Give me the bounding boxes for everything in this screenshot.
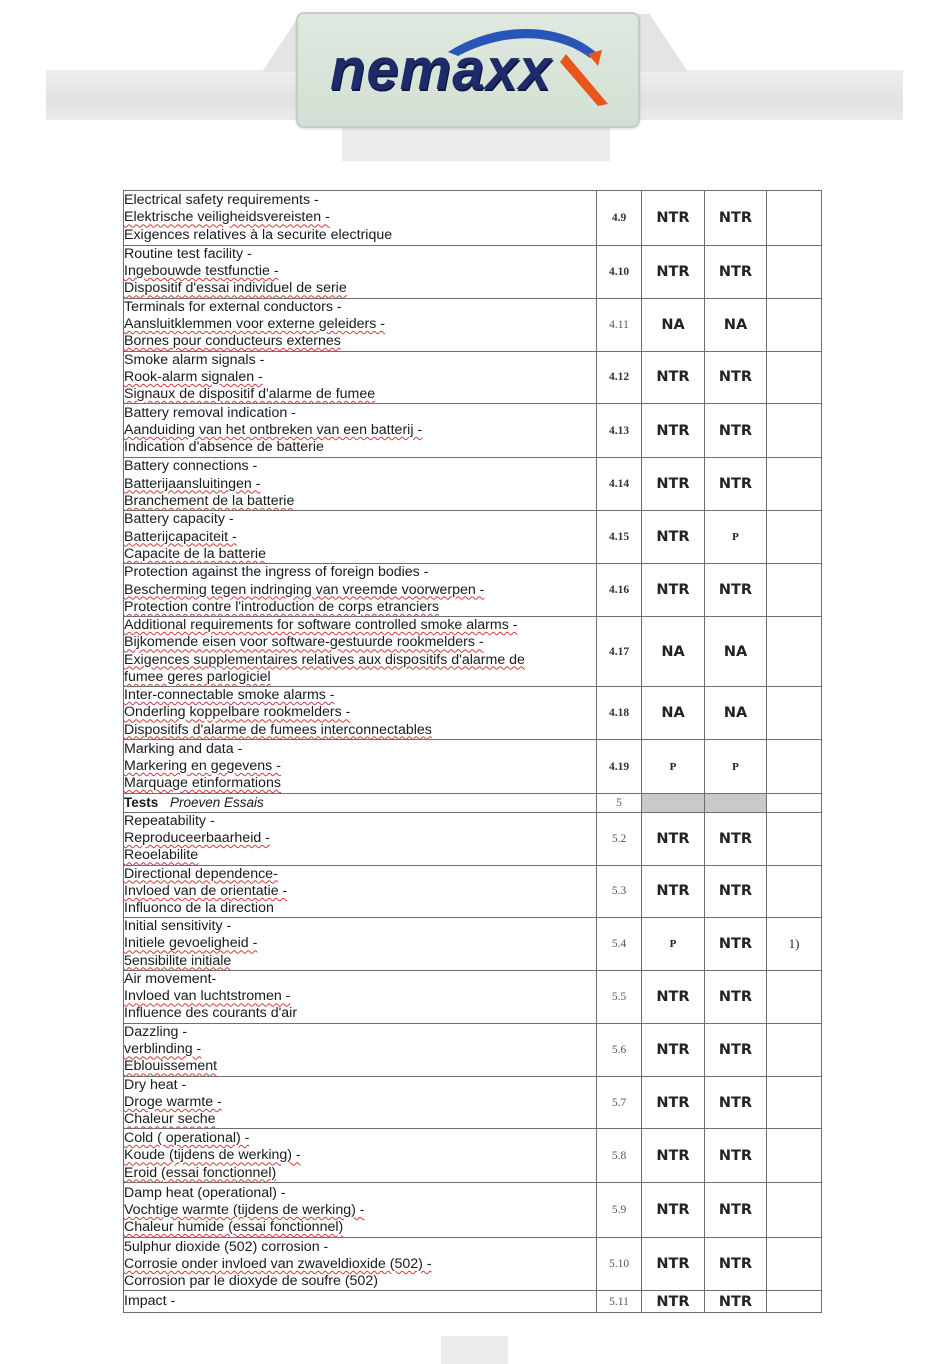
table-row — [124, 740, 822, 794]
table-row — [124, 918, 822, 971]
table-row — [124, 687, 822, 740]
description-cell — [124, 865, 597, 918]
result-cell-1: P — [642, 740, 705, 794]
description-line: Air movement- — [124, 971, 217, 988]
description-line: 5ensibilite initiale — [124, 952, 232, 969]
description-line: Rook-alarm signalen - — [124, 368, 263, 385]
description-line: Invloed van luchtstromen - — [124, 988, 291, 1005]
result-cell-1: NTR — [642, 511, 705, 564]
table-row — [124, 1238, 822, 1291]
description-line: Aanduiding van het ontbreken van een batterij - — [124, 422, 423, 439]
table-row — [124, 1129, 822, 1183]
result-cell-2: NTR — [705, 813, 767, 866]
result-cell-2: NTR — [705, 1291, 767, 1313]
result-cell-2: NTR — [705, 1238, 767, 1291]
result-cell-1: NTR — [642, 1291, 705, 1313]
result-cell-1: NTR — [642, 458, 705, 511]
clause-cell: 5.7 — [597, 1076, 642, 1129]
description-line: Bescherming tegen indringing van vreemde voorwerpen - — [124, 581, 485, 598]
description-line: Exigences relatives à la securite electrique — [124, 226, 393, 243]
result-cell-1: NA — [642, 617, 705, 687]
clause-cell: 5.8 — [597, 1129, 642, 1183]
description-line: Batterijaansluitingen - — [124, 475, 261, 492]
description-line: Cold ( operational) - — [124, 1130, 250, 1147]
clause-cell: 5.6 — [597, 1023, 642, 1076]
remark-cell — [767, 246, 822, 299]
remark-cell — [767, 1291, 822, 1313]
description-cell — [124, 813, 597, 866]
table-row — [124, 1291, 822, 1313]
table-row — [124, 813, 822, 866]
table-row — [124, 617, 822, 687]
description-line: Dazzling - — [124, 1024, 188, 1041]
result-cell-2: NA — [705, 617, 767, 687]
description-cell — [124, 564, 597, 617]
table-row — [124, 458, 822, 511]
result-cell-2: NTR — [705, 458, 767, 511]
description-line: Protection contre l'introduction de corps etranciers — [124, 598, 439, 615]
remark-cell — [767, 970, 822, 1023]
result-cell-1: NTR — [642, 351, 705, 404]
clause-cell: 4.12 — [597, 351, 642, 404]
result-cell-1: NTR — [642, 1076, 705, 1129]
section-subtitle: Proeven Essais — [166, 795, 264, 811]
result-cell-2: P — [705, 740, 767, 794]
remark-cell: 1) — [767, 918, 822, 971]
result-cell-1: NTR — [642, 191, 705, 246]
description-line: Initial sensitivity - — [124, 918, 232, 935]
table-row — [124, 1023, 822, 1076]
description-line: Corrosie onder invloed van zwaveldioxide (502) - — [124, 1255, 432, 1272]
clause-cell: 5.5 — [597, 970, 642, 1023]
table-section-row — [124, 794, 822, 813]
description-line: 5ulphur dioxide (502) corrosion - — [124, 1238, 329, 1255]
remark-cell — [767, 404, 822, 458]
description-line: Indication d'absence de batterie — [124, 439, 324, 456]
remark-cell — [767, 1238, 822, 1291]
clause-cell: 5.4 — [597, 918, 642, 971]
description-cell — [124, 404, 597, 458]
description-cell — [124, 191, 597, 246]
result-cell-1: NTR — [642, 1238, 705, 1291]
clause-cell: 4.13 — [597, 404, 642, 458]
clause-cell: 5 — [597, 794, 642, 813]
result-cell-2: NTR — [705, 865, 767, 918]
description-line: Dispositifs d'alarme de fumees interconnectables — [124, 721, 432, 738]
remark-cell — [767, 298, 822, 351]
description-line: Electrical safety requirements - — [124, 192, 319, 209]
remark-cell — [767, 1023, 822, 1076]
description-line: Vochtige warmte (tijdens de werking) - — [124, 1201, 365, 1218]
table-row — [124, 865, 822, 918]
description-cell — [124, 458, 597, 511]
table-row — [124, 246, 822, 299]
description-line: Onderling koppelbare rookmelders - — [124, 704, 351, 721]
result-cell-2: NA — [705, 687, 767, 740]
description-line: Influence des courants d'air — [124, 1005, 298, 1022]
clause-cell: 5.2 — [597, 813, 642, 866]
description-cell — [124, 1291, 597, 1313]
description-cell — [124, 298, 597, 351]
result-cell-1: NTR — [642, 970, 705, 1023]
description-cell — [124, 1183, 597, 1238]
remark-cell — [767, 1129, 822, 1183]
remark-cell — [767, 1076, 822, 1129]
result-cell-2: NTR — [705, 970, 767, 1023]
table-row — [124, 404, 822, 458]
description-line: Dispositif d'essai individuel de serie — [124, 280, 347, 297]
description-line: Marking and data - — [124, 740, 243, 757]
test-results-table — [123, 190, 822, 1313]
description-line: Additional requirements for software controlled smoke alarms - — [124, 617, 518, 634]
table-row — [124, 298, 822, 351]
description-line: Dry heat - — [124, 1076, 187, 1093]
description-line: verblinding - — [124, 1041, 202, 1058]
result-cell-1: NTR — [642, 813, 705, 866]
description-line: Koude (tijdens de werking) - — [124, 1147, 301, 1164]
result-cell-1: NA — [642, 687, 705, 740]
table-row — [124, 511, 822, 564]
result-cell-2: NA — [705, 298, 767, 351]
description-line: Reoelabilite — [124, 847, 199, 864]
logo-wordmark: nemaxx — [330, 37, 553, 102]
description-line: Influonco de la direction — [124, 900, 274, 917]
description-line: Eroid (essai fonctionnel) — [124, 1164, 277, 1181]
description-cell — [124, 511, 597, 564]
table-row — [124, 1076, 822, 1129]
description-line: Droge warmte - — [124, 1094, 222, 1111]
remark-cell — [767, 511, 822, 564]
result-cell-1: NTR — [642, 1183, 705, 1238]
description-line: Battery capacity - — [124, 511, 234, 528]
clause-cell: 4.11 — [597, 298, 642, 351]
logo-panel — [296, 12, 640, 128]
table-row — [124, 970, 822, 1023]
result-cell-2: NTR — [705, 404, 767, 458]
description-line: Batterijcapaciteit - — [124, 528, 237, 545]
result-cell-1: NTR — [642, 564, 705, 617]
description-line: Damp heat (operational) - — [124, 1184, 286, 1201]
remark-cell — [767, 740, 822, 794]
clause-cell: 5.9 — [597, 1183, 642, 1238]
clause-cell: 4.10 — [597, 246, 642, 299]
description-line: Smoke alarm signals - — [124, 351, 265, 368]
clause-cell: 4.15 — [597, 511, 642, 564]
clause-cell: 5.3 — [597, 865, 642, 918]
result-cell-2: NTR — [705, 564, 767, 617]
description-cell — [124, 1023, 597, 1076]
description-cell — [124, 970, 597, 1023]
description-line: Battery removal indication - — [124, 404, 296, 421]
table-row — [124, 1183, 822, 1238]
result-cell-1: NTR — [642, 865, 705, 918]
result-cell-1: NTR — [642, 1023, 705, 1076]
remark-cell — [767, 813, 822, 866]
section-filler-cell — [705, 794, 767, 813]
clause-cell: 4.14 — [597, 458, 642, 511]
table-row — [124, 564, 822, 617]
description-line: Elektrische veiligheidsvereisten - — [124, 209, 330, 226]
remark-cell — [767, 617, 822, 687]
result-cell-1: NA — [642, 298, 705, 351]
remark-cell — [767, 191, 822, 246]
result-cell-2: NTR — [705, 1023, 767, 1076]
description-line: Chaleur humide (essai fonctionnel) — [124, 1219, 344, 1236]
description-line: Inter-connectable smoke alarms - — [124, 687, 335, 704]
description-line: Corrosion par le dioxyde de soufre (502) — [124, 1273, 378, 1290]
description-cell — [124, 351, 597, 404]
table-row — [124, 351, 822, 404]
clause-cell: 4.16 — [597, 564, 642, 617]
footer-tab — [441, 1336, 508, 1364]
section-filler-cell — [642, 794, 705, 813]
clause-cell: 4.18 — [597, 687, 642, 740]
description-line: Routine test facility - — [124, 246, 252, 262]
remark-cell — [767, 865, 822, 918]
result-cell-2: NTR — [705, 918, 767, 971]
description-line: Bornes pour conducteurs externes — [124, 333, 341, 350]
clause-cell: 5.11 — [597, 1291, 642, 1313]
result-cell-2: NTR — [705, 1076, 767, 1129]
description-line: Signaux de dispositif d'alarme de fumee — [124, 386, 376, 403]
result-cell-1: P — [642, 918, 705, 971]
description-line: Chaleur seche — [124, 1111, 216, 1128]
description-line: Protection against the ingress of foreign bodies - — [124, 564, 429, 581]
description-line: Terminals for external conductors - — [124, 298, 342, 315]
description-line: Initiele gevoeligheid - — [124, 935, 258, 952]
result-cell-2: NTR — [705, 191, 767, 246]
section-title-cell — [124, 794, 597, 813]
description-line: Aansluitklemmen voor externe geleiders - — [124, 316, 386, 332]
description-line: Battery connections - — [124, 458, 258, 475]
clause-cell: 4.17 — [597, 617, 642, 687]
section-filler-cell — [767, 794, 822, 813]
remark-cell — [767, 1183, 822, 1238]
description-cell — [124, 1076, 597, 1129]
remark-cell — [767, 564, 822, 617]
header-subtab — [342, 128, 610, 161]
description-cell — [124, 740, 597, 794]
result-cell-1: NTR — [642, 1129, 705, 1183]
description-line: Reproduceerbaarheid - — [124, 830, 270, 847]
description-line: Branchement de la batterie — [124, 492, 295, 509]
description-line: fumee geres parlogiciel — [124, 668, 271, 685]
description-line: Capacite de la batterie — [124, 545, 266, 562]
description-line: Bijkomende eisen voor software-gestuurde rookmelders - — [124, 634, 484, 651]
description-line: Ingebouwde testfunctie - — [124, 263, 279, 280]
table-row — [124, 191, 822, 246]
description-cell — [124, 617, 597, 687]
remark-cell — [767, 458, 822, 511]
description-line: Exigences supplementaires relatives aux dispositifs d'alarme de — [124, 651, 525, 668]
result-cell-2: P — [705, 511, 767, 564]
result-cell-2: NTR — [705, 1129, 767, 1183]
result-cell-1: NTR — [642, 246, 705, 299]
result-cell-2: NTR — [705, 1183, 767, 1238]
description-line: Eblouissement — [124, 1058, 218, 1075]
result-cell-2: NTR — [705, 351, 767, 404]
description-line: Directional dependence- — [124, 865, 278, 882]
description-cell — [124, 1238, 597, 1291]
description-line: Impact - — [124, 1293, 176, 1310]
description-cell — [124, 1129, 597, 1183]
description-line: Repeatability - — [124, 813, 215, 830]
description-cell — [124, 687, 597, 740]
clause-cell: 4.9 — [597, 191, 642, 246]
result-cell-2: NTR — [705, 246, 767, 299]
result-cell-1: NTR — [642, 404, 705, 458]
clause-cell: 5.10 — [597, 1238, 642, 1291]
description-cell — [124, 918, 597, 971]
remark-cell — [767, 687, 822, 740]
description-cell — [124, 246, 597, 299]
remark-cell — [767, 351, 822, 404]
clause-cell: 4.19 — [597, 740, 642, 794]
section-title: Tests — [124, 795, 159, 811]
description-line: Invloed van de orientatie - — [124, 882, 288, 899]
description-line: Marquage etinformations — [124, 775, 281, 792]
description-line: Markering en gegevens - — [124, 757, 281, 774]
